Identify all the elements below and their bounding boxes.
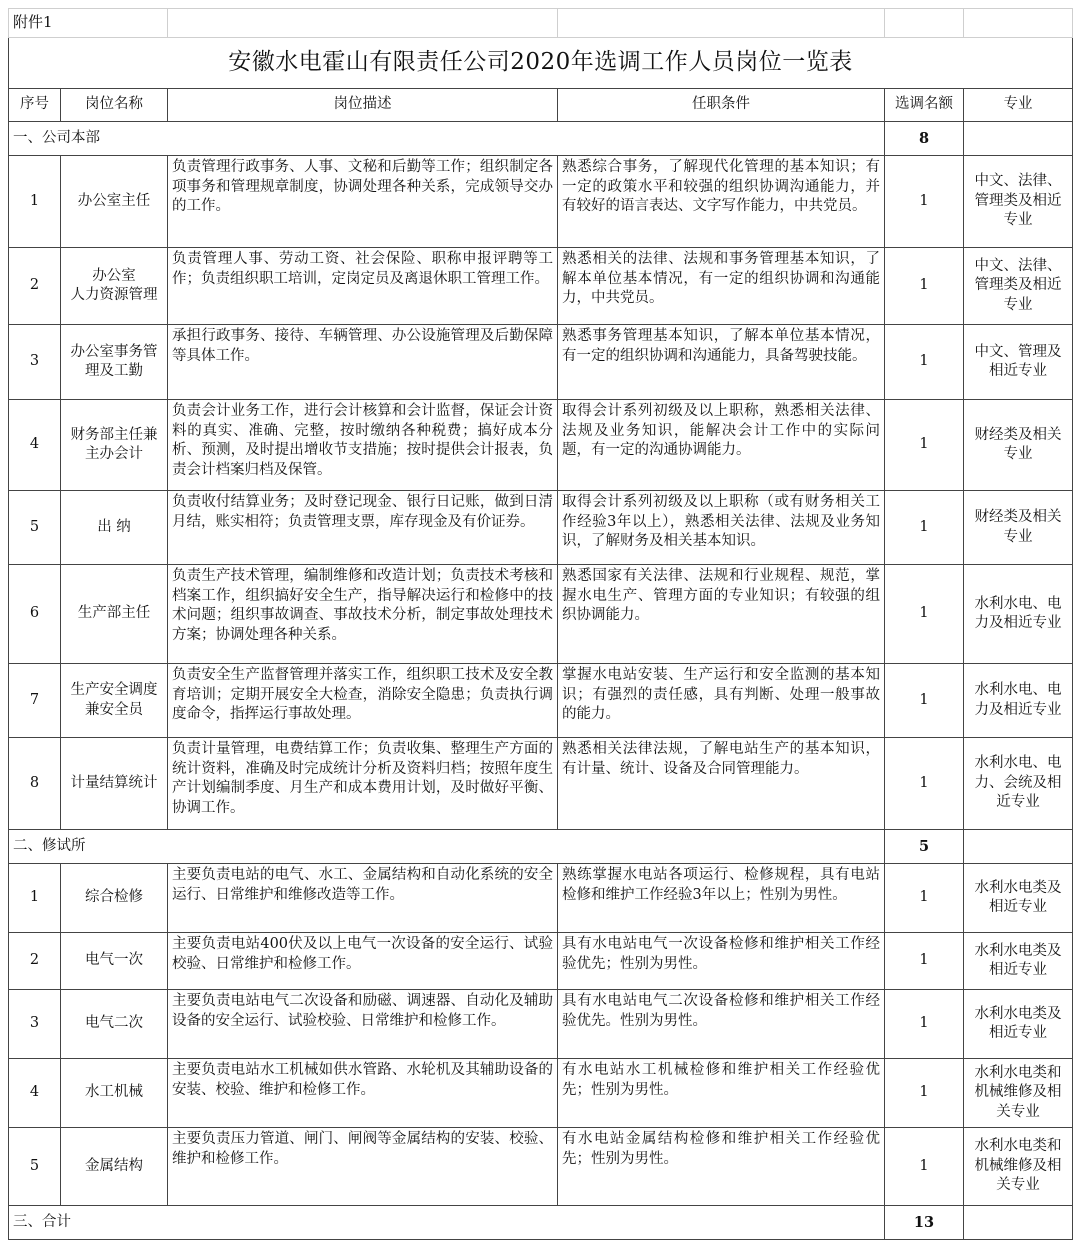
row-description: 负责生产技术管理，编制维修和改造计划；负责技术考核和档案工作，组织搞好安全生产，指导解决运行和检修中的技术问题；组织事故调查、事故技术分析，制定事故处理技术方案；协调处理各种关系。 — [168, 565, 558, 664]
row-description: 负责收付结算业务；及时登记现金、银行日记账，做到日清月结，账实相符；负责管理支票，库存现金及有价证券。 — [168, 491, 558, 565]
table-row — [9, 400, 1073, 491]
row-position: 办公室主任 — [61, 156, 168, 248]
row-index: 3 — [9, 990, 61, 1059]
row-index: 4 — [9, 400, 61, 491]
row-index: 8 — [9, 738, 61, 830]
row-position: 财务部主任兼主办会计 — [61, 400, 168, 491]
row-requirements: 掌握水电站安装、生产运行和安全监测的基本知识；有强烈的责任感，具有判断、处理一般事故的能力。 — [558, 664, 885, 738]
table-row — [9, 990, 1073, 1059]
row-position: 综合检修 — [61, 864, 168, 933]
row-requirements: 具有水电站电气一次设备检修和维护相关工作经验优先；性别为男性。 — [558, 933, 885, 990]
attachment-row — [9, 9, 1073, 38]
table-row — [9, 491, 1073, 565]
row-quota: 1 — [885, 864, 964, 933]
row-position: 办公室事务管理及工勤 — [61, 325, 168, 400]
section-label: 二、修试所 — [9, 830, 885, 864]
table-title: 安徽水电霍山有限责任公司2020年选调工作人员岗位一览表 — [9, 38, 1073, 89]
title-row — [9, 38, 1073, 89]
row-major: 中文、法律、管理类及相近专业 — [964, 248, 1073, 325]
row-major: 水利水电类及相近专业 — [964, 864, 1073, 933]
table-row — [9, 565, 1073, 664]
row-quota: 1 — [885, 565, 964, 664]
row-major: 财经类及相关专业 — [964, 491, 1073, 565]
row-requirements: 熟练掌握水电站各项运行、检修规程，具有电站检修和维护工作经验3年以上；性别为男性。 — [558, 864, 885, 933]
row-position: 电气一次 — [61, 933, 168, 990]
section-total: 8 — [885, 122, 964, 156]
row-quota: 1 — [885, 738, 964, 830]
row-position: 计量结算统计 — [61, 738, 168, 830]
row-index: 5 — [9, 1128, 61, 1206]
row-index: 1 — [9, 156, 61, 248]
attachment-label: 附件1 — [9, 9, 168, 38]
table-row — [9, 1128, 1073, 1206]
row-requirements: 熟悉相关法律法规，了解电站生产的基本知识，有计量、统计、设备及合同管理能力。 — [558, 738, 885, 830]
row-quota: 1 — [885, 156, 964, 248]
row-major: 水利水电类及相近专业 — [964, 933, 1073, 990]
row-quota: 1 — [885, 664, 964, 738]
section-label: 三、合计 — [9, 1206, 885, 1240]
header-quota: 选调名额 — [885, 89, 964, 122]
row-quota: 1 — [885, 933, 964, 990]
table-row — [9, 1059, 1073, 1128]
row-major: 水利水电类和机械维修及相关专业 — [964, 1128, 1073, 1206]
section-row — [9, 830, 1073, 864]
row-position: 水工机械 — [61, 1059, 168, 1128]
table-row — [9, 325, 1073, 400]
row-major: 中文、管理及相近专业 — [964, 325, 1073, 400]
row-index: 7 — [9, 664, 61, 738]
section-row — [9, 122, 1073, 156]
table-row — [9, 933, 1073, 990]
table-row — [9, 864, 1073, 933]
header-position: 岗位名称 — [61, 89, 168, 122]
row-quota: 1 — [885, 491, 964, 565]
row-major: 水利水电、电力及相近专业 — [964, 664, 1073, 738]
row-quota: 1 — [885, 400, 964, 491]
header-major: 专业 — [964, 89, 1073, 122]
row-major: 水利水电、电力、会统及相近专业 — [964, 738, 1073, 830]
row-description: 负责管理人事、劳动工资、社会保险、职称申报评聘等工作；负责组织职工培训，定岗定员及离退休职工管理工作。 — [168, 248, 558, 325]
row-requirements: 熟悉综合事务，了解现代化管理的基本知识；有一定的政策水平和较强的组织协调沟通能力，并有较好的语言表达、文字写作能力，中共党员。 — [558, 156, 885, 248]
section-row — [9, 1206, 1073, 1240]
row-description: 主要负责电站400伏及以上电气一次设备的安全运行、试验校验、日常维护和检修工作。 — [168, 933, 558, 990]
row-index: 6 — [9, 565, 61, 664]
row-index: 2 — [9, 933, 61, 990]
row-quota: 1 — [885, 248, 964, 325]
table-row — [9, 156, 1073, 248]
job-table-sheet — [8, 8, 1072, 1240]
row-description: 主要负责电站水工机械如供水管路、水轮机及其辅助设备的安装、校验、维护和检修工作。 — [168, 1059, 558, 1128]
row-position: 办公室 人力资源管理 — [61, 248, 168, 325]
row-position: 金属结构 — [61, 1128, 168, 1206]
row-description: 主要负责压力管道、闸门、闸阀等金属结构的安装、校验、维护和检修工作。 — [168, 1128, 558, 1206]
table-row — [9, 664, 1073, 738]
row-requirements: 取得会计系列初级及以上职称（或有财务相关工作经验3年以上），熟悉相关法律、法规及业务知识，了解财务及相关基本知识。 — [558, 491, 885, 565]
row-requirements: 有水电站金属结构检修和维护相关工作经验优先；性别为男性。 — [558, 1128, 885, 1206]
row-index: 1 — [9, 864, 61, 933]
row-index: 3 — [9, 325, 61, 400]
row-requirements: 取得会计系列初级及以上职称，熟悉相关法律、法规及业务知识，能解决会计工作中的实际问题，有一定的沟通协调能力。 — [558, 400, 885, 491]
table-row — [9, 738, 1073, 830]
job-positions-table — [8, 8, 1073, 1240]
row-major: 财经类及相关专业 — [964, 400, 1073, 491]
row-description: 负责计量管理，电费结算工作；负责收集、整理生产方面的统计资料，准确及时完成统计分析及资料归档；按照年度生产计划编制季度、月生产和成本费用计划，及时做好平衡、协调工作。 — [168, 738, 558, 830]
section-total: 13 — [885, 1206, 964, 1240]
row-major: 水利水电类及相近专业 — [964, 990, 1073, 1059]
row-description: 负责安全生产监督管理并落实工作，组织职工技术及安全教育培训；定期开展安全大检查，消除安全隐患；负责执行调度命令，指挥运行事故处理。 — [168, 664, 558, 738]
row-position: 生产部主任 — [61, 565, 168, 664]
row-description: 负责会计业务工作，进行会计核算和会计监督，保证会计资料的真实、准确、完整，按时缴纳各种税费；搞好成本分析、预测，及时提出增收节支措施；按时提供会计报表，负责会计档案归档及保管。 — [168, 400, 558, 491]
header-requirements: 任职条件 — [558, 89, 885, 122]
row-description: 承担行政事务、接待、车辆管理、办公设施管理及后勤保障等具体工作。 — [168, 325, 558, 400]
row-major: 水利水电类和机械维修及相关专业 — [964, 1059, 1073, 1128]
table-row — [9, 248, 1073, 325]
row-description: 主要负责电站的电气、水工、金属结构和自动化系统的安全运行、日常维护和维修改造等工作。 — [168, 864, 558, 933]
header-index: 序号 — [9, 89, 61, 122]
row-quota: 1 — [885, 990, 964, 1059]
row-description: 主要负责电站电气二次设备和励磁、调速器、自动化及辅助设备的安全运行、试验校验、日常维护和检修工作。 — [168, 990, 558, 1059]
section-label: 一、公司本部 — [9, 122, 885, 156]
row-requirements: 熟悉事务管理基本知识，了解本单位基本情况，有一定的组织协调和沟通能力，具备驾驶技能。 — [558, 325, 885, 400]
row-position: 电气二次 — [61, 990, 168, 1059]
row-requirements: 具有水电站电气二次设备检修和维护相关工作经验优先。性别为男性。 — [558, 990, 885, 1059]
header-description: 岗位描述 — [168, 89, 558, 122]
row-index: 5 — [9, 491, 61, 565]
row-index: 4 — [9, 1059, 61, 1128]
row-quota: 1 — [885, 1059, 964, 1128]
header-row — [9, 89, 1073, 122]
row-major: 中文、法律、管理类及相近专业 — [964, 156, 1073, 248]
row-index: 2 — [9, 248, 61, 325]
row-quota: 1 — [885, 325, 964, 400]
row-description: 负责管理行政事务、人事、文秘和后勤等工作；组织制定各项事务和管理规章制度，协调处理各种关系，完成领导交办的工作。 — [168, 156, 558, 248]
row-requirements: 熟悉相关的法律、法规和事务管理基本知识，了解本单位基本情况，有一定的组织协调和沟通能力，中共党员。 — [558, 248, 885, 325]
row-quota: 1 — [885, 1128, 964, 1206]
row-major: 水利水电、电力及相近专业 — [964, 565, 1073, 664]
section-total: 5 — [885, 830, 964, 864]
row-requirements: 熟悉国家有关法律、法规和行业规程、规范，掌握水电生产、管理方面的专业知识；有较强的组织协调能力。 — [558, 565, 885, 664]
row-requirements: 有水电站水工机械检修和维护相关工作经验优先；性别为男性。 — [558, 1059, 885, 1128]
row-position: 出 纳 — [61, 491, 168, 565]
row-position: 生产安全调度兼安全员 — [61, 664, 168, 738]
